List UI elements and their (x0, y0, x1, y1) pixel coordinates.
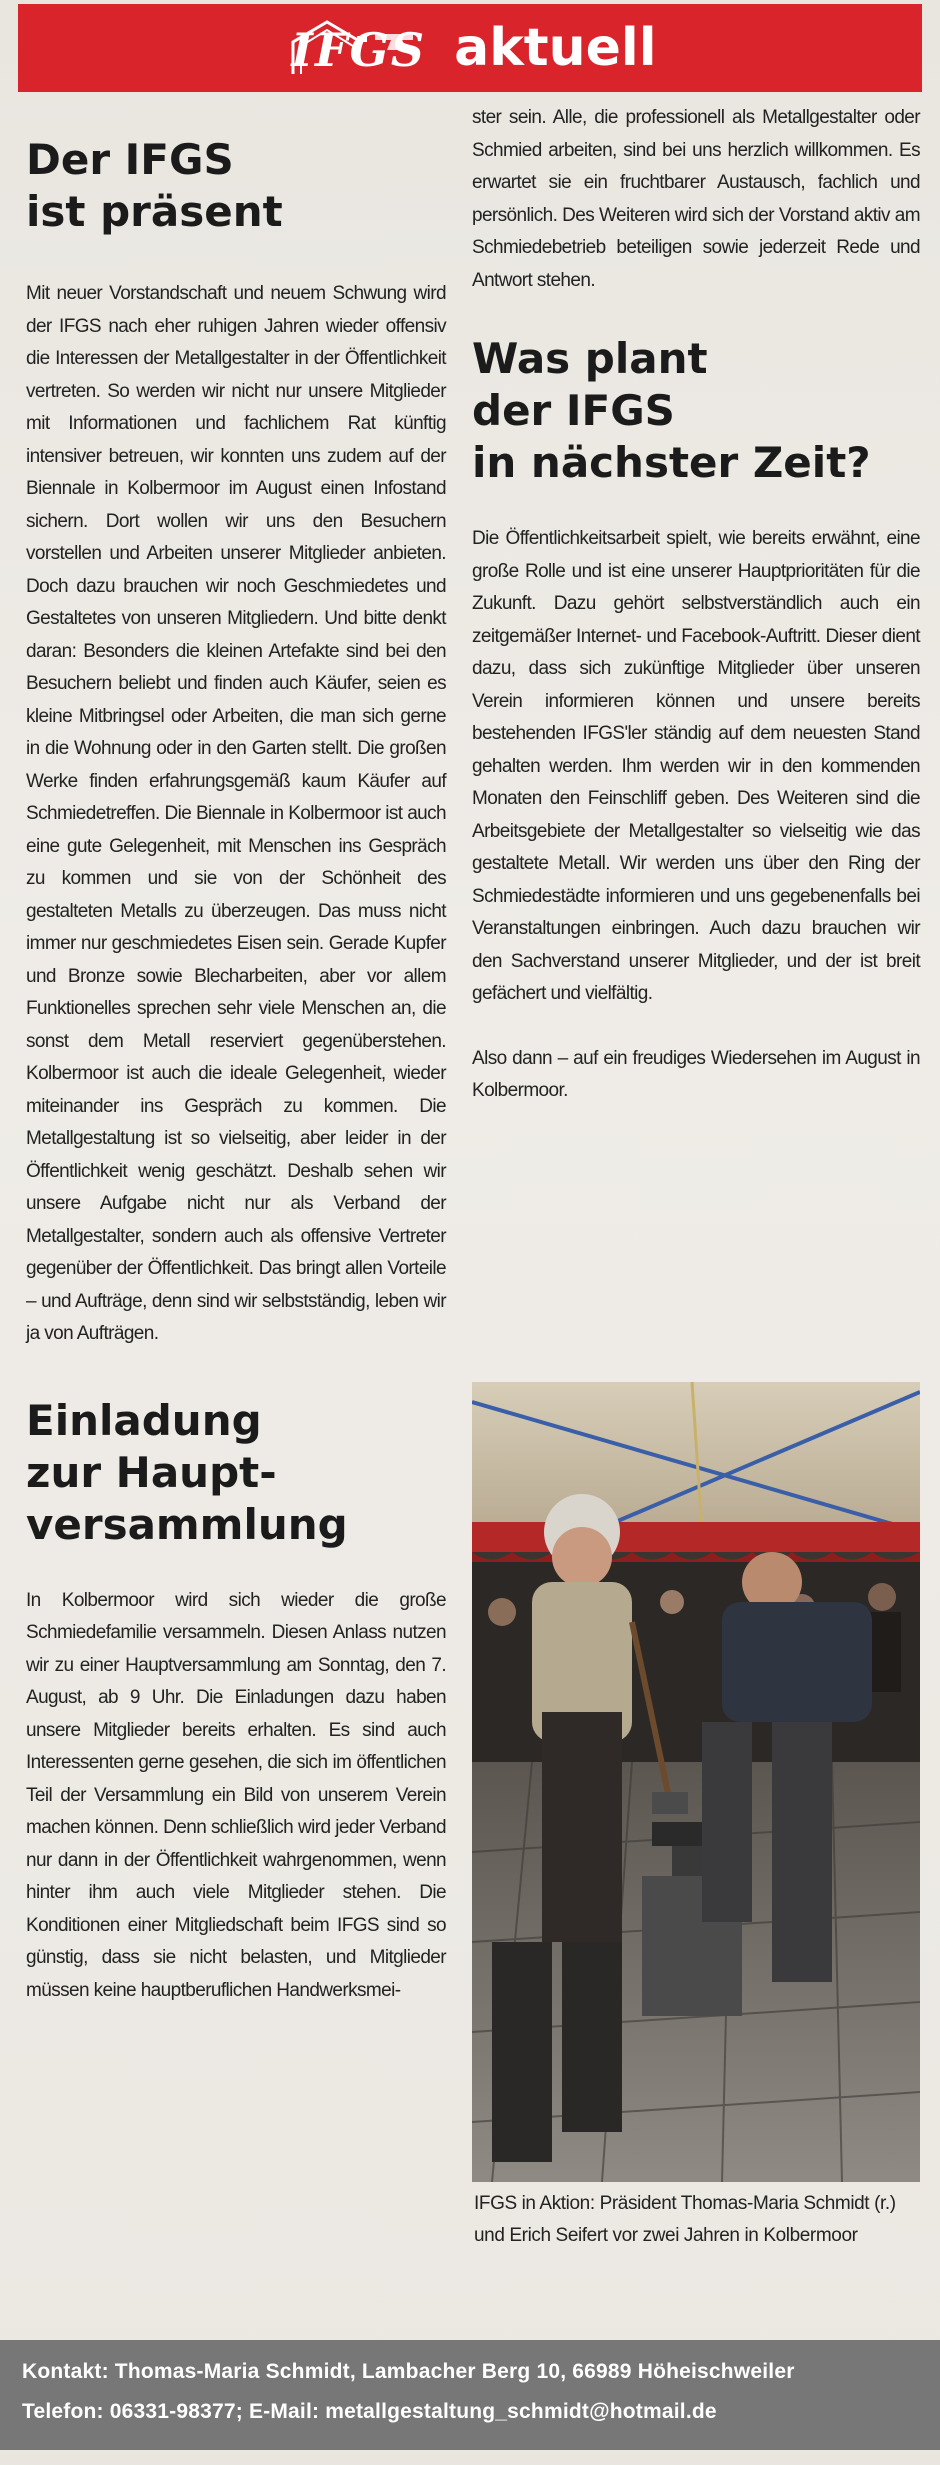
contact-address: Kontakt: Thomas-Maria Schmidt, Lambacher Berg 10, 66989 Höheischweiler (22, 2360, 795, 2383)
heading-line: Was plant (472, 334, 708, 383)
article-closing: Also dann – auf ein freudiges Wiedersehen im August in Kolbermoor. (472, 1047, 920, 1101)
ifgs-logo (283, 16, 434, 80)
heading-line: zur Haupt- (26, 1447, 277, 1497)
photo-caption: IFGS in Aktion: Präsident Thomas-Maria Schmidt (r.) und Erich Seifert vor zwei Jahren in Kolbermoor (474, 2193, 896, 2246)
article-body-invitation: In Kolbermoor wird sich wieder die große Schmiedefamilie versammeln. Diesen Anlass nutzen wir zu einer Hauptversammlung am Sonntag, den 7. August, ab 9 Uhr. Die Einladungen dazu haben unsere Mitglieder bereits erhalten. Es sind auch Interessenten gerne gesehen, die sich im öffentlichen Teil der Versammlung ein Bild von unserem Verein machen können. Denn schließlich wird jeder Verband nur dann in der Öffentlichkeit wahrgenommen, wenn hinter ihm auch viele Mitglieder stehen. Die Konditionen einer Mitgliedschaft beim IFGS sind so günstig, dass sie nicht belasten, und Mitglieder müssen keine hauptberuflichen Handwerksmei- (26, 1589, 446, 2001)
article-heading-plans (472, 333, 920, 489)
header-banner (18, 4, 922, 92)
heading-line: der IFGS (472, 386, 675, 435)
article-heading-presence (26, 134, 446, 238)
photo-illustration (472, 1382, 920, 2182)
logo-text: IFGS (291, 23, 427, 77)
bottom-margin (0, 2450, 940, 2465)
heading-line: ist präsent (26, 187, 283, 236)
right-column (472, 107, 920, 1108)
section-title: aktuell (454, 18, 657, 78)
blacksmith-photo (472, 1382, 920, 2182)
contact-footer (0, 2340, 940, 2450)
heading-line: in nächster Zeit? (472, 438, 871, 487)
left-column (26, 110, 446, 2007)
heading-line: versammlung (26, 1499, 348, 1549)
article-heading-invitation (26, 1395, 446, 1551)
article-body-presence: Mit neuer Vorstandschaft und neuem Schwung wird der IFGS nach eher ruhigen Jahren wieder offensiv die Interessen der Metallgestalter in der Öffentlichkeit vertreten. So werden wir nicht nur unsere Mitglieder mit Informationen und fachlichem Rat künftig intensiver betreuen, wir konnten uns zudem auf der Biennale in Kolbermoor im August einen Infostand sichern. Dort wollen wir uns den Besuchern vorstellen und Arbeiten unserer Mitglieder anbieten. Doch dazu brauchen wir noch Geschmiedetes und Gestaltetes von unseren Mitgliedern. Und bitte denkt daran: Besonders die kleinen Artefakte sind bei den Besuchern beliebt und finden auch Käufer, seien es kleine Mitbringsel oder Arbeiten, die man sich gerne in die Wohnung oder in den Garten stellt. Die großen Werke finden erfahrungsgemäß kaum Käufer auf Schmiedetreffen. Die Biennale in Kolbermoor ist auch eine gute Gelegenheit, mit Menschen ins Gespräch zu kommen und sie von der Schönheit des gestalteten Metalls zu überzeugen. Das muss nicht immer nur geschmiedetes Eisen sein. Gerade Kupfer und Bronze sowie Blecharbeiten, aber vor allem Funktionelles sprechen sehr viele Menschen an, die sonst dem Metall reserviert gegenüberstehen. Kolbermoor ist auch die ideale Gelegenheit, wieder miteinander ins Gespräch zu kommen. Die Metallgestaltung ist so vielseitig, aber leider in der Öffentlichkeit wenig geschätzt. Deshalb sehen wir unsere Aufgabe nicht nur als Verband der Metallgestalter, sondern auch als offensive Vertreter gegenüber der Öffentlichkeit. Das bringt allen Vorteile – und Aufträge, denn sind wir selbstständig, leben wir ja von Aufträgen. (26, 283, 446, 1344)
article-body-plans: Die Öffentlichkeitsarbeit spielt, wie bereits erwähnt, eine große Rolle und ist eine unserer Hauptprioritäten für die Zukunft. Dazu gehört selbstverständlich auch ein zeitgemäßer Internet- und Facebook-Auftritt. Dieser dient dazu, dass sich zukünftige Mitglieder über unseren Verein informieren können und unsere bereits bestehenden IFGS'ler ständig auf dem neuesten Stand gehalten werden. Ihm werden wir in den kommenden Monaten den Feinschliff geben. Des Weiteren sind die Arbeitsgebiete der Metallgestalter so vielseitig wie das gestaltete Metall. Wir werden uns über den Ring der Schmiedestädte informieren und uns gegebenenfalls bei Veranstaltungen einbringen. Auch dazu brauchen wir den Sachverstand unserer Mitglieder, und der ist breit gefächert und vielfältig. (472, 528, 920, 1004)
heading-line: Einladung (26, 1395, 262, 1445)
article-body-invitation-continued: ster sein. Alle, die professionell als Metallgestalter oder Schmied arbeiten, sind bei uns herzlich willkommen. Es erwartet sie ein fruchtbarer Austausch, fachlich und persönlich. Des Weiteren wird sich der Vorstand aktiv am Schmiedebetrieb beteiligen sowie jederzeit Rede und Antwort stehen. (472, 107, 920, 291)
contact-phone-email: Telefon: 06331-98377; E-Mail: metallgestaltung_schmidt@hotmail.de (22, 2400, 717, 2423)
heading-line: Der IFGS (26, 135, 234, 184)
